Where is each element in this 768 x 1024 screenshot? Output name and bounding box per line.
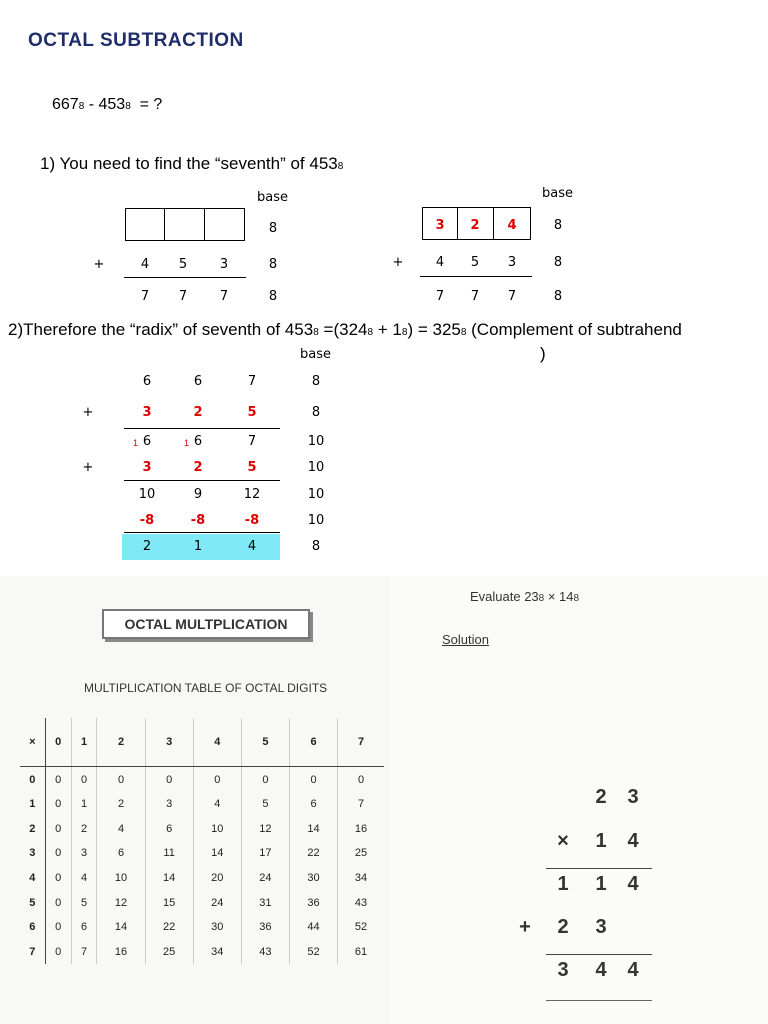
- table-cell: 30: [193, 915, 241, 940]
- table-cell: 4: [193, 718, 241, 767]
- page-title: OCTAL SUBTRACTION: [28, 30, 244, 51]
- table-cell: 2: [97, 718, 145, 767]
- step-2-sub: 8: [313, 327, 319, 338]
- table-cell: 3: [20, 841, 45, 866]
- mult-digit: 2: [557, 916, 569, 938]
- mult-digit: 1: [557, 873, 569, 895]
- minuend-base: 8: [78, 101, 85, 112]
- table-cell: 7: [338, 792, 384, 817]
- calc2-row1-base: 8: [553, 218, 563, 233]
- calc1-empty-box-1: [125, 208, 165, 241]
- table-cell: 2: [71, 817, 97, 842]
- mult-line-2: [546, 954, 652, 955]
- mult-digit: 1: [595, 830, 607, 852]
- calc3-base: 8: [311, 374, 321, 389]
- evaluate-sub: 8: [538, 593, 545, 604]
- table-cell: 0: [338, 767, 384, 793]
- table-cell: 6: [145, 817, 193, 842]
- table-cell: 12: [241, 817, 289, 842]
- table-cell: 14: [289, 817, 337, 842]
- evaluate-sub: 8: [573, 593, 580, 604]
- calc2-row3-digit: 7: [435, 289, 445, 304]
- mult-line-3: [546, 1000, 652, 1001]
- calc2-row2-digit: 4: [435, 255, 445, 270]
- calc2-row3-base: 8: [553, 289, 563, 304]
- calc1-row2-digit: 4: [140, 257, 150, 272]
- table-row: [20, 866, 384, 891]
- octal-multiplication-label: OCTAL MULTPLICATION: [102, 609, 310, 639]
- table-cell: 4: [97, 817, 145, 842]
- evaluate-part: × 14: [544, 589, 574, 604]
- mult-digit: 4: [627, 959, 639, 981]
- calc3-cell: 10: [138, 487, 156, 502]
- table-cell: 16: [97, 939, 145, 964]
- mult-digit: 3: [557, 959, 569, 981]
- table-cell: 34: [193, 939, 241, 964]
- evaluate-text: [470, 589, 579, 604]
- table-cell: 7: [338, 718, 384, 767]
- calc1-row2-digit: 5: [178, 257, 188, 272]
- calc3-cell: 2: [193, 405, 203, 420]
- table-cell: 6: [289, 718, 337, 767]
- calc3-cell: -8: [190, 513, 206, 528]
- calc2-sum-line: [420, 276, 532, 277]
- table-cell: 0: [289, 767, 337, 793]
- subtrahend-base: 8: [125, 101, 131, 112]
- minuend: 667: [52, 96, 79, 113]
- calc3-cell: 3: [142, 405, 152, 420]
- table-cell: 7: [20, 939, 45, 964]
- calc2-plus: +: [392, 255, 404, 270]
- evaluate-part: Evaluate 23: [470, 589, 539, 604]
- calc1-empty-box-2: [164, 208, 205, 241]
- table-cell: 11: [145, 841, 193, 866]
- step-2-part: =(324: [318, 320, 368, 339]
- calc1-row1-base: 8: [268, 221, 278, 236]
- table-cell: 0: [45, 890, 71, 915]
- calc1-row3-base: 8: [268, 289, 278, 304]
- table-cell: 3: [145, 792, 193, 817]
- table-row: [20, 939, 384, 964]
- table-cell: 1: [71, 718, 97, 767]
- table-row: [20, 841, 384, 866]
- calc1-row3-digit: 7: [140, 289, 150, 304]
- calc3-cell: 3: [142, 460, 152, 475]
- step-2-sub: 8: [367, 327, 374, 338]
- step-2-text: [8, 320, 682, 340]
- calc2-row3-digit: 7: [470, 289, 480, 304]
- calc1-base-label: base: [257, 190, 288, 205]
- step-2-part: ) = 325: [407, 320, 461, 339]
- calc3-cell: 7: [247, 434, 257, 449]
- table-cell: 0: [20, 767, 45, 793]
- table-cell: 36: [289, 890, 337, 915]
- calc3-cell: 2: [142, 539, 152, 554]
- calc3-sum-line: [124, 532, 280, 533]
- table-cell: 44: [289, 915, 337, 940]
- minus-sign: -: [84, 96, 99, 113]
- table-cell: 5: [241, 718, 289, 767]
- calc3-cell: 1: [193, 539, 203, 554]
- table-cell: 30: [289, 866, 337, 891]
- calc2-base-label: base: [542, 186, 573, 201]
- calc3-cell: 7: [247, 374, 257, 389]
- table-cell: 0: [45, 817, 71, 842]
- table-cell: 0: [45, 915, 71, 940]
- calc3-base: 10: [307, 513, 325, 528]
- table-row: [20, 767, 384, 793]
- table-row: [20, 817, 384, 842]
- calc1-sum-line: [124, 277, 246, 278]
- calc2-row2-digit: 5: [470, 255, 480, 270]
- calc3-base: 10: [307, 460, 325, 475]
- table-cell: 14: [97, 915, 145, 940]
- table-cell: 43: [241, 939, 289, 964]
- calc3-cell: 6: [193, 434, 203, 449]
- table-cell: 4: [71, 866, 97, 891]
- table-row: [20, 890, 384, 915]
- table-cell: 34: [338, 866, 384, 891]
- table-cell: 6: [20, 915, 45, 940]
- table-cell: 10: [193, 817, 241, 842]
- mult-digit: 4: [595, 959, 607, 981]
- calc3-cell: 4: [247, 539, 257, 554]
- multiplication-table-title: MULTIPLICATION TABLE OF OCTAL DIGITS: [84, 681, 328, 695]
- mult-digit: 3: [595, 916, 607, 938]
- calc2-row2-base: 8: [553, 255, 563, 270]
- table-cell: 1: [71, 792, 97, 817]
- table-cell: 61: [338, 939, 384, 964]
- table-cell: 0: [241, 767, 289, 793]
- calc3-cell: -8: [244, 513, 260, 528]
- mult-operator: +: [519, 916, 531, 938]
- table-cell: 2: [20, 817, 45, 842]
- calc1-row2-base: 8: [268, 257, 278, 272]
- calc3-cell: -8: [139, 513, 155, 528]
- table-cell: 22: [145, 915, 193, 940]
- table-cell: 0: [193, 767, 241, 793]
- table-cell: 43: [338, 890, 384, 915]
- table-cell: 4: [193, 792, 241, 817]
- table-cell: 10: [97, 866, 145, 891]
- solution-label: Solution: [442, 632, 489, 647]
- calc3-cell: 9: [193, 487, 203, 502]
- step-2-part: 2)Therefore the “radix” of seventh of 453: [8, 320, 314, 339]
- calc1-row2-digit: 3: [219, 257, 229, 272]
- table-cell: 17: [241, 841, 289, 866]
- calc3-carry: 1: [133, 438, 139, 448]
- calc2-row1-digit: 2: [470, 218, 480, 233]
- mult-operator: ×: [557, 830, 569, 852]
- step-1-sub: 8: [337, 161, 344, 172]
- table-cell: 24: [193, 890, 241, 915]
- calc3-base: 8: [311, 539, 321, 554]
- calc1-plus: +: [93, 257, 105, 272]
- calc3-cell: 6: [142, 374, 152, 389]
- table-cell: 0: [71, 767, 97, 793]
- subtrahend: 453: [98, 96, 126, 113]
- table-header-row: [20, 718, 384, 767]
- mult-digit: 2: [595, 786, 607, 808]
- step-1-text: [40, 154, 343, 174]
- calc3-cell: 6: [142, 434, 152, 449]
- mult-line-1: [546, 868, 652, 869]
- step-2-part: + 1: [373, 320, 402, 339]
- table-cell: 0: [45, 792, 71, 817]
- table-cell: 16: [338, 817, 384, 842]
- table-cell: 12: [97, 890, 145, 915]
- table-cell: 0: [45, 767, 71, 793]
- table-cell: 22: [289, 841, 337, 866]
- table-cell: 25: [145, 939, 193, 964]
- step-1-label: 1) You need to find the “seventh” of 453: [40, 154, 338, 173]
- calc1-row3-digit: 7: [219, 289, 229, 304]
- table-cell: 5: [71, 890, 97, 915]
- table-cell: 0: [45, 939, 71, 964]
- table-cell: 0: [45, 841, 71, 866]
- calc3-base: 10: [307, 487, 325, 502]
- calc3-cell: 5: [247, 460, 257, 475]
- step-2-sub: 8: [460, 327, 467, 338]
- table-cell: 14: [193, 841, 241, 866]
- equals-question: = ?: [130, 96, 163, 113]
- table-row: [20, 915, 384, 940]
- mult-digit: 3: [627, 786, 639, 808]
- calc2-row1-digit: 4: [507, 218, 517, 233]
- multiplication-table: [20, 718, 384, 964]
- calc3-plus: +: [82, 460, 94, 475]
- table-cell: 6: [97, 841, 145, 866]
- calc3-cell: 2: [193, 460, 203, 475]
- table-row: [20, 792, 384, 817]
- calc3-carry: 1: [184, 438, 190, 448]
- table-cell: 1: [20, 792, 45, 817]
- calc2-row3-digit: 7: [507, 289, 517, 304]
- table-cell: ×: [20, 718, 45, 767]
- table-cell: 52: [289, 939, 337, 964]
- step-2-part: (Complement of subtrahend: [466, 320, 682, 339]
- calc3-base-label: base: [300, 347, 331, 362]
- table-cell: 0: [97, 767, 145, 793]
- step-2-sub: 8: [401, 327, 408, 338]
- calc1-row3-digit: 7: [178, 289, 188, 304]
- calc3-cell: 6: [193, 374, 203, 389]
- calc3-plus: +: [82, 405, 94, 420]
- table-cell: 15: [145, 890, 193, 915]
- equation: [52, 96, 162, 114]
- calc3-sum-line: [124, 428, 280, 429]
- step-2-closing-paren: ): [540, 344, 546, 363]
- mult-digit: 4: [627, 830, 639, 852]
- table-cell: 20: [193, 866, 241, 891]
- calc3-cell: 12: [243, 487, 261, 502]
- table-cell: 6: [289, 792, 337, 817]
- calc2-row1-digit: 3: [435, 218, 445, 233]
- mult-digit: 4: [627, 873, 639, 895]
- table-cell: 0: [145, 767, 193, 793]
- table-cell: 25: [338, 841, 384, 866]
- calc3-cell: 5: [247, 405, 257, 420]
- table-cell: 14: [145, 866, 193, 891]
- table-cell: 24: [241, 866, 289, 891]
- table-cell: 36: [241, 915, 289, 940]
- table-cell: 2: [97, 792, 145, 817]
- calc3-sum-line: [124, 480, 280, 481]
- table-cell: 6: [71, 915, 97, 940]
- table-cell: 3: [71, 841, 97, 866]
- table-cell: 7: [71, 939, 97, 964]
- table-cell: 0: [45, 866, 71, 891]
- mult-digit: 1: [595, 873, 607, 895]
- table-cell: 5: [20, 890, 45, 915]
- calc3-base: 8: [311, 405, 321, 420]
- table-cell: 0: [45, 718, 71, 767]
- calc3-base: 10: [307, 434, 325, 449]
- calc2-row2-digit: 3: [507, 255, 517, 270]
- table-cell: 4: [20, 866, 45, 891]
- table-cell: 5: [241, 792, 289, 817]
- table-cell: 52: [338, 915, 384, 940]
- calc1-empty-box-3: [204, 208, 245, 241]
- table-cell: 3: [145, 718, 193, 767]
- table-cell: 31: [241, 890, 289, 915]
